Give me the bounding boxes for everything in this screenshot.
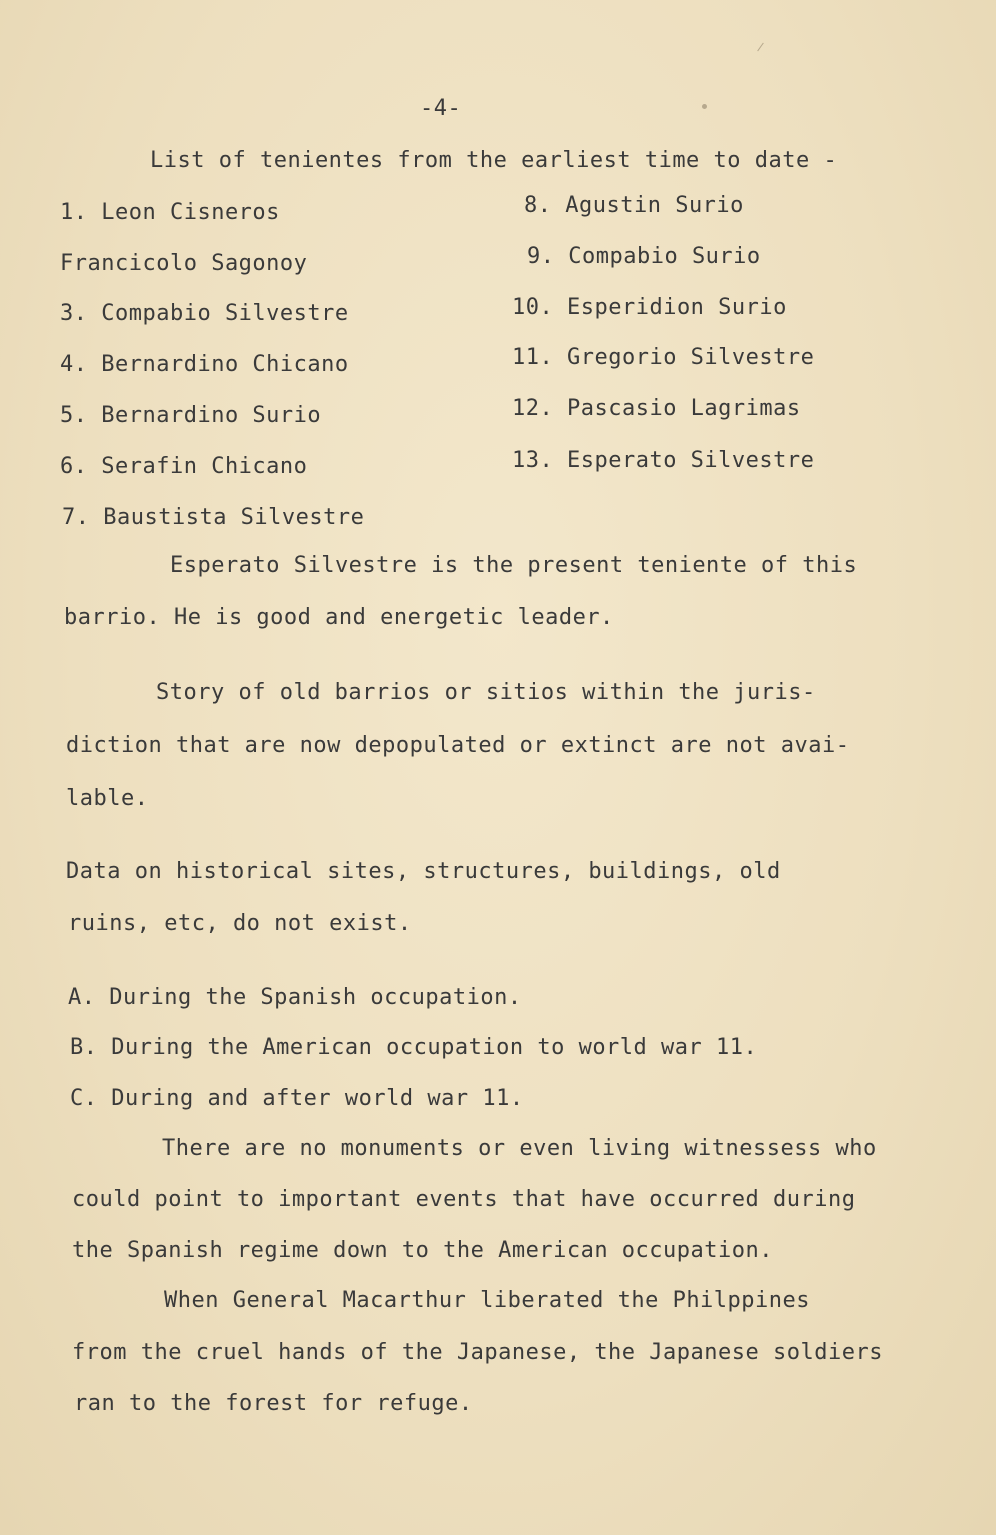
paragraph-line: the Spanish regime down to the American occupation. <box>72 1238 774 1263</box>
teniente-item: 4. Bernardino Chicano <box>60 352 349 377</box>
paragraph-line: Data on historical sites, structures, buildings, old <box>66 859 781 884</box>
paragraph-line: There are no monuments or even living witnessess who <box>162 1136 877 1161</box>
teniente-item: 9. Compabio Surio <box>527 244 761 269</box>
paragraph-line: lable. <box>66 786 149 811</box>
page-number: -4- <box>420 96 462 121</box>
teniente-item: 5. Bernardino Surio <box>60 403 322 428</box>
teniente-item: 13. Esperato Silvestre <box>512 448 815 473</box>
teniente-item: 10. Esperidion Surio <box>512 295 787 320</box>
paragraph-line: When General Macarthur liberated the Philppines <box>164 1288 811 1313</box>
period-item: B. During the American occupation to world war 11. <box>70 1035 758 1060</box>
paragraph-line: diction that are now depopulated or extinct are not avai- <box>66 733 850 758</box>
paper-spot <box>702 104 707 109</box>
paragraph-line: ran to the forest for refuge. <box>74 1391 473 1416</box>
teniente-item: 6. Serafin Chicano <box>60 454 308 479</box>
period-item: A. During the Spanish occupation. <box>68 985 522 1010</box>
paragraph-line: could point to important events that have occurred during <box>72 1187 856 1212</box>
teniente-item: 1. Leon Cisneros <box>60 200 280 225</box>
paragraph-line: barrio. He is good and energetic leader. <box>64 605 614 630</box>
teniente-item: 12. Pascasio Lagrimas <box>512 396 801 421</box>
paragraph-line: ruins, etc, do not exist. <box>68 911 412 936</box>
paragraph-line: from the cruel hands of the Japanese, the Japanese soldiers <box>72 1340 883 1365</box>
teniente-item: Francicolo Sagonoy <box>60 251 308 276</box>
teniente-item: 3. Compabio Silvestre <box>60 301 349 326</box>
paragraph-line: Story of old barrios or sitios within the juris- <box>156 680 816 705</box>
paper-mark <box>757 43 764 52</box>
period-item: C. During and after world war 11. <box>70 1086 524 1111</box>
paragraph-line: Esperato Silvestre is the present teniente of this <box>170 553 858 578</box>
teniente-item: 7. Baustista Silvestre <box>62 505 365 530</box>
list-intro: List of tenientes from the earliest time to date - <box>150 148 838 173</box>
teniente-item: 8. Agustin Surio <box>524 193 744 218</box>
teniente-item: 11. Gregorio Silvestre <box>512 345 815 370</box>
